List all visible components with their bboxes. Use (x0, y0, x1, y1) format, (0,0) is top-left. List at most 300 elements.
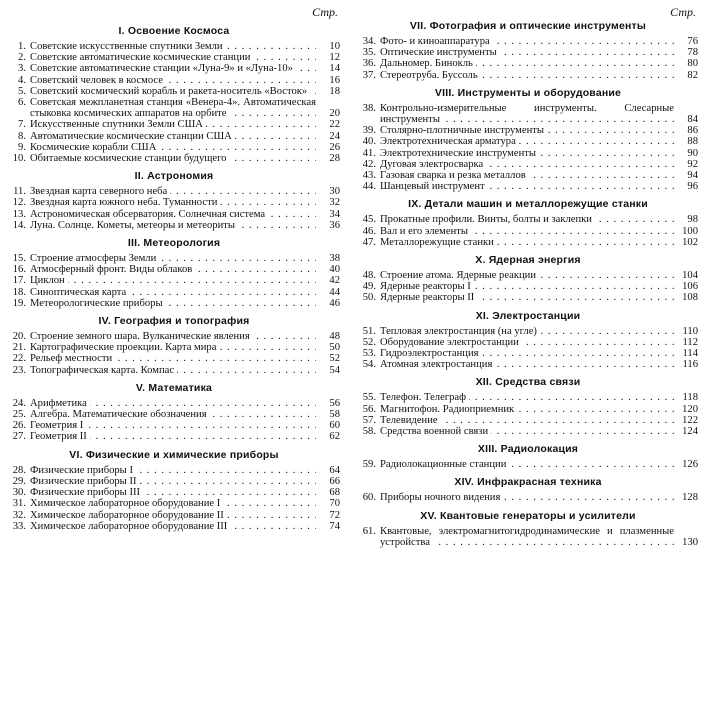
entry-title: Оптические инструменты (380, 47, 500, 58)
entry-page: 62 (329, 431, 340, 443)
entry-number: 46. (362, 225, 376, 237)
entry-title-wrap (380, 459, 674, 470)
section-title: XI. Электростанции (475, 309, 581, 322)
entry-number: 50. (362, 292, 376, 304)
entry-number: 7. (18, 119, 26, 131)
entry-page: 128 (682, 492, 698, 504)
entry-number: 20. (12, 331, 26, 343)
entry-title-wrap (30, 142, 316, 153)
entry-title: Оборудование электростанции (380, 337, 522, 348)
entry-title-wrap (30, 498, 316, 509)
entry-number: 32. (12, 509, 26, 521)
entry-page: 28 (329, 153, 340, 165)
entry-title-wrap (380, 348, 674, 359)
entry-number: 24. (12, 397, 26, 409)
toc-entry (358, 214, 698, 225)
section-title: XV. Квантовые генераторы и усилители (420, 509, 636, 522)
entry-page: 66 (329, 475, 340, 487)
entry-number: 60. (362, 492, 376, 504)
entry-page: 84 (687, 114, 698, 126)
entry-page: 60 (329, 420, 340, 432)
entry-title-wrap (30, 275, 316, 286)
entry-page: 110 (682, 325, 698, 337)
entry-title-wrap (30, 52, 316, 63)
entry-page: 130 (682, 536, 698, 548)
toc-entry (8, 119, 340, 130)
entry-title: Дальномер. Бинокль (380, 58, 476, 69)
entry-page: 14 (329, 63, 340, 75)
entry-title-wrap (30, 97, 316, 119)
entry-number: 42. (362, 158, 376, 170)
toc-entry (358, 159, 698, 170)
entry-title: Циклон (30, 275, 68, 286)
entry-page: 116 (682, 359, 698, 371)
entry-title: Метеорологические приборы (30, 298, 166, 309)
entry-title-wrap (30, 197, 316, 208)
entry-title-wrap (380, 36, 674, 47)
entry-title-wrap (30, 431, 316, 442)
entry-page: 44 (329, 286, 340, 298)
entry-page: 64 (329, 464, 340, 476)
toc-entry (358, 426, 698, 437)
section-title: VI. Физические и химические приборы (69, 448, 279, 461)
entry-title: Советский космический корабль и ракета-носитель «Восток» (30, 86, 310, 97)
section-title: X. Ядерная энергия (475, 254, 581, 267)
entry-title: Атмосферный фронт. Виды облаков (30, 264, 195, 275)
entry-title-wrap (380, 359, 674, 370)
entry-number: 11. (13, 186, 26, 198)
toc-entry (8, 197, 340, 208)
entry-title-wrap (30, 487, 316, 498)
entry-title: Строение атмосферы Земли (30, 253, 159, 264)
entry-title-wrap (380, 237, 674, 248)
entry-page: 100 (682, 225, 698, 237)
entry-title-wrap (380, 214, 674, 225)
entry-title: Звездная карта северного неба (30, 186, 170, 197)
entry-title: Магнитофон. Радиоприемник (380, 404, 517, 415)
toc-entry (8, 153, 340, 164)
toc-entry (8, 342, 340, 353)
entry-number: 23. (12, 364, 26, 376)
section-title: IX. Детали машин и металлорежущие станки (408, 198, 648, 211)
entry-title-wrap (380, 292, 674, 303)
entry-title-wrap (30, 298, 316, 309)
entry-number: 25. (12, 409, 26, 421)
entry-page: 122 (682, 414, 698, 426)
toc-entry (358, 459, 698, 470)
entry-page: 58 (329, 409, 340, 421)
entry-title: Автоматические космические станции США (30, 131, 235, 142)
entry-title-wrap (380, 392, 674, 403)
entry-number: 61. (362, 525, 376, 537)
entry-title-wrap (30, 287, 316, 298)
entry-title: Луна. Солнце. Кометы, метеоры и метеориты (30, 220, 238, 231)
toc-entry (358, 47, 698, 58)
entry-number: 29. (12, 475, 26, 487)
toc-entry (8, 331, 340, 342)
entry-title: Физические приборы III (30, 487, 143, 498)
entry-page: 96 (687, 181, 698, 193)
toc-entry (8, 209, 340, 220)
entry-title: Топографическая карта. Компас (30, 365, 177, 376)
entry-page: 112 (682, 336, 698, 348)
entry-page: 36 (329, 219, 340, 231)
entry-title: Радиолокационные станции (380, 459, 509, 470)
entry-page: 18 (329, 85, 340, 97)
entry-number: 16. (12, 264, 26, 276)
toc-entry (8, 420, 340, 431)
entry-number: 49. (362, 281, 376, 293)
toc-entry (358, 226, 698, 237)
toc-entry (8, 142, 340, 153)
entry-title: Столярно-плотничные инструменты (380, 125, 547, 136)
entry-page: 102 (682, 236, 698, 248)
entry-title: Геометрия II (30, 431, 90, 442)
toc-entry (8, 220, 340, 231)
entry-number: 1. (18, 41, 26, 52)
entry-number: 44. (362, 181, 376, 193)
entry-page: 34 (329, 208, 340, 220)
entry-number: 58. (362, 426, 376, 438)
entry-number: 34. (362, 36, 376, 47)
entry-title-wrap (30, 476, 316, 487)
entry-title: Атомная электростанция (380, 359, 495, 370)
entry-title: Дуговая электросварка (380, 159, 486, 170)
entry-number: 48. (362, 270, 376, 282)
entry-title: Приборы ночного видения (380, 492, 503, 503)
entry-page: 124 (682, 426, 698, 438)
section-title: VII. Фотография и оптические инструменты (409, 20, 647, 32)
entry-page: 104 (682, 270, 698, 282)
entry-page: 114 (682, 348, 698, 360)
entry-number: 51. (362, 325, 376, 337)
entry-page: 40 (329, 264, 340, 276)
entry-title: Советские искусственные спутники Земли (30, 41, 226, 52)
toc-entry (8, 487, 340, 498)
entry-title-wrap (380, 337, 674, 348)
toc-entry (8, 287, 340, 298)
entry-page: 54 (329, 364, 340, 376)
entry-title-wrap (30, 465, 316, 476)
entry-title-wrap (380, 70, 674, 81)
entry-title-wrap (30, 264, 316, 275)
section-title: V. Математика (135, 381, 213, 394)
entry-title-wrap (30, 510, 316, 521)
entry-page: 48 (329, 331, 340, 343)
entry-number: 31. (12, 498, 26, 510)
entry-number: 45. (362, 214, 376, 226)
toc-entry (8, 398, 340, 409)
entry-page: 82 (687, 69, 698, 81)
entry-title-wrap (380, 159, 674, 170)
entry-title-wrap (380, 148, 674, 159)
toc-entry (358, 326, 698, 337)
entry-page: 46 (329, 297, 340, 309)
entry-number: 33. (12, 520, 26, 532)
entry-title-wrap (380, 270, 674, 281)
entry-number: 6. (18, 97, 26, 109)
entry-title: Металлорежущие станки (380, 237, 497, 248)
entry-number: 8. (18, 130, 26, 142)
entry-number: 28. (12, 464, 26, 476)
entry-title: Тепловая электростанция (на угле) (380, 326, 540, 337)
entry-title-wrap (30, 153, 316, 164)
entry-title-wrap (380, 58, 674, 69)
section-title: III. Метеорология (127, 237, 221, 250)
entry-page: 50 (329, 342, 340, 354)
entry-title-wrap (380, 281, 674, 292)
entry-title-wrap (30, 119, 316, 130)
entry-title: Космические корабли США (30, 142, 159, 153)
toc-entry (358, 392, 698, 403)
entry-title: Газовая сварка и резка металлов (380, 170, 529, 181)
toc-entry (8, 465, 340, 476)
entry-page: 72 (329, 509, 340, 521)
entry-title: Синоптическая карта (30, 287, 129, 298)
entry-page: 16 (329, 74, 340, 86)
entry-page: 94 (687, 170, 698, 182)
toc-entry (358, 415, 698, 426)
entry-title: Прокатные профили. Винты, болты и заклепки (380, 214, 595, 225)
entry-number: 14. (12, 219, 26, 231)
entry-number: 53. (362, 348, 376, 360)
toc-entry (358, 70, 698, 81)
left-column (8, 6, 340, 532)
entry-title: Строение атома. Ядерные реакции (380, 270, 539, 281)
entry-title-wrap (30, 365, 316, 376)
section-title: II. Астрономия (134, 170, 214, 183)
entry-title-wrap (30, 331, 316, 342)
toc-entry (358, 36, 698, 47)
entry-page: 10 (329, 41, 340, 52)
entry-number: 47. (362, 236, 376, 248)
entry-title: Электротехнические инструменты (380, 148, 539, 159)
entry-title-wrap (30, 398, 316, 409)
entry-page: 108 (682, 292, 698, 304)
toc-entry (8, 52, 340, 63)
entry-title: Химическое лабораторное оборудование I (30, 498, 223, 509)
toc-entry (358, 103, 698, 125)
entry-title-wrap (30, 131, 316, 142)
entry-title: Астрономическая обсерватория. Солнечная система (30, 209, 268, 220)
entry-page: 12 (329, 52, 340, 64)
entry-title: Телевидение (380, 415, 441, 426)
entry-number: 43. (362, 170, 376, 182)
entry-title: Квантовые, электромагнитогидродинамические и плазменные устройства (380, 525, 674, 548)
entry-title-wrap (30, 409, 316, 420)
page-column-label: Стр. (670, 5, 696, 19)
entry-number: 9. (18, 141, 26, 153)
toc-entry (358, 58, 698, 69)
entry-number: 36. (362, 58, 376, 70)
entry-page: 26 (329, 141, 340, 153)
entry-title-wrap (30, 353, 316, 364)
toc-entry (8, 298, 340, 309)
toc-entry (358, 170, 698, 181)
entry-page: 24 (329, 130, 340, 142)
entry-title: Гидроэлектростанция (380, 348, 482, 359)
toc-entry (358, 404, 698, 415)
entry-title: Стереотруба. Буссоль (380, 70, 481, 81)
entry-page: 74 (329, 520, 340, 532)
toc-entry (358, 148, 698, 159)
toc-entry (358, 359, 698, 370)
entry-title-wrap (380, 103, 674, 125)
entry-number: 56. (362, 403, 376, 415)
entry-title-wrap (30, 41, 316, 52)
entry-title-wrap (30, 420, 316, 431)
entry-title-wrap (380, 125, 674, 136)
entry-number: 10. (12, 153, 26, 165)
entry-title: Телефон. Телеграф (380, 392, 469, 403)
entry-title: Вал и его элементы (380, 226, 471, 237)
entry-title: Искусственные спутники Земли США (30, 119, 206, 130)
entry-number: 37. (362, 69, 376, 81)
entry-number: 19. (12, 297, 26, 309)
entry-title: Советские автоматические станции «Луна-9» и «Луна-10» (30, 63, 296, 74)
entry-page: 32 (329, 197, 340, 209)
right-column (358, 6, 698, 548)
toc-entry (8, 63, 340, 74)
entry-title-wrap (30, 521, 316, 532)
entry-title: Строение земного шара. Вулканические явления (30, 331, 253, 342)
section-title: XIII. Радиолокация (477, 443, 579, 456)
entry-number: 57. (362, 414, 376, 426)
entry-number: 17. (12, 275, 26, 287)
toc-entry (358, 526, 698, 548)
toc-entry (358, 281, 698, 292)
toc-entry (8, 75, 340, 86)
toc-entry (8, 476, 340, 487)
toc-entry (358, 292, 698, 303)
entry-title: Советская межпланетная станция «Венера-4». Автоматическая стыковка космических аппаратов на орбите (30, 97, 316, 120)
section-title: I. Освоение Космоса (118, 25, 230, 37)
entry-page: 80 (687, 58, 698, 70)
entry-number: 22. (12, 353, 26, 365)
entry-title-wrap (380, 47, 674, 58)
entry-title-wrap (30, 75, 316, 86)
entry-page: 20 (329, 108, 340, 120)
entry-title-wrap (380, 404, 674, 415)
entry-number: 27. (12, 431, 26, 443)
toc-entry (358, 348, 698, 359)
toc-entry (8, 97, 340, 119)
toc-entry (8, 86, 340, 97)
entry-number: 4. (18, 74, 26, 86)
entry-title: Звездная карта южного неба. Туманности (30, 197, 220, 208)
entry-title-wrap (380, 181, 674, 192)
entry-title: Ядерные реакторы II (380, 292, 477, 303)
entry-number: 12. (12, 197, 26, 209)
entry-title: Химическое лабораторное оборудование II (30, 510, 227, 521)
entry-number: 18. (12, 286, 26, 298)
entry-number: 30. (12, 487, 26, 499)
entry-title-wrap (380, 492, 674, 503)
toc-entry (8, 353, 340, 364)
toc-entry (358, 337, 698, 348)
entry-title-wrap (30, 86, 316, 97)
toc-entry (358, 125, 698, 136)
entry-title-wrap (380, 526, 674, 548)
entry-number: 15. (12, 253, 26, 265)
toc-entry (8, 365, 340, 376)
entry-page: 106 (682, 281, 698, 293)
entry-page: 56 (329, 397, 340, 409)
entry-title-wrap (30, 342, 316, 353)
entry-page: 118 (682, 392, 698, 404)
entry-title-wrap (380, 170, 674, 181)
entry-title: Обитаемые космические станции будущего (30, 153, 229, 164)
entry-page: 78 (687, 47, 698, 59)
toc-entry (358, 492, 698, 503)
entry-title: Ядерные реакторы I (380, 281, 474, 292)
entry-page: 70 (329, 498, 340, 510)
toc-entry (358, 237, 698, 248)
entry-page: 22 (329, 119, 340, 131)
entry-number: 5. (18, 85, 26, 97)
entry-title-wrap (380, 426, 674, 437)
entry-title-wrap (30, 209, 316, 220)
entry-page: 86 (687, 125, 698, 137)
toc-entry (8, 253, 340, 264)
entry-title-wrap (380, 136, 674, 147)
entry-title: Геометрия I (30, 420, 86, 431)
entry-page: 76 (687, 36, 698, 47)
entry-page: 68 (329, 487, 340, 499)
entry-page: 98 (687, 214, 698, 226)
entry-number: 26. (12, 420, 26, 432)
toc-entry (358, 270, 698, 281)
entry-page: 30 (329, 186, 340, 198)
toc-entry (8, 521, 340, 532)
entry-number: 52. (362, 336, 376, 348)
page-column-label: Стр. (312, 5, 338, 19)
entry-title: Физические приборы II (30, 476, 140, 487)
toc-entry (358, 181, 698, 192)
toc-entry (8, 431, 340, 442)
entry-number: 39. (362, 125, 376, 137)
entry-title-wrap (30, 63, 316, 74)
section-title: IV. География и топография (98, 315, 250, 328)
toc-entry (8, 510, 340, 521)
entry-title: Контрольно-измерительные инструменты. Слесарные инструменты (380, 102, 674, 126)
entry-title: Арифметика (30, 398, 90, 409)
toc-entry (8, 264, 340, 275)
entry-number: 41. (362, 147, 376, 159)
entry-page: 90 (687, 147, 698, 159)
entry-number: 2. (18, 52, 26, 64)
entry-title: Средства военной связи (380, 426, 491, 437)
toc-entry (8, 275, 340, 286)
entry-number: 13. (12, 208, 26, 220)
entry-page: 42 (329, 275, 340, 287)
entry-number: 35. (362, 47, 376, 59)
toc-entry (8, 498, 340, 509)
entry-title: Физические приборы I (30, 465, 136, 476)
entry-number: 21. (12, 342, 26, 354)
entry-title: Фото- и киноаппаратура (380, 36, 493, 47)
entry-page: 126 (682, 459, 698, 471)
entry-title: Электротехническая арматура (380, 136, 519, 147)
entry-page: 120 (682, 403, 698, 415)
toc-entry (8, 186, 340, 197)
entry-title-wrap (30, 220, 316, 231)
entry-page: 88 (687, 136, 698, 148)
entry-number: 55. (362, 392, 376, 404)
entry-title: Картографические проекции. Карта мира (30, 342, 219, 353)
entry-title: Химическое лабораторное оборудование III (30, 521, 230, 532)
entry-title: Алгебра. Математические обозначения (30, 409, 210, 420)
